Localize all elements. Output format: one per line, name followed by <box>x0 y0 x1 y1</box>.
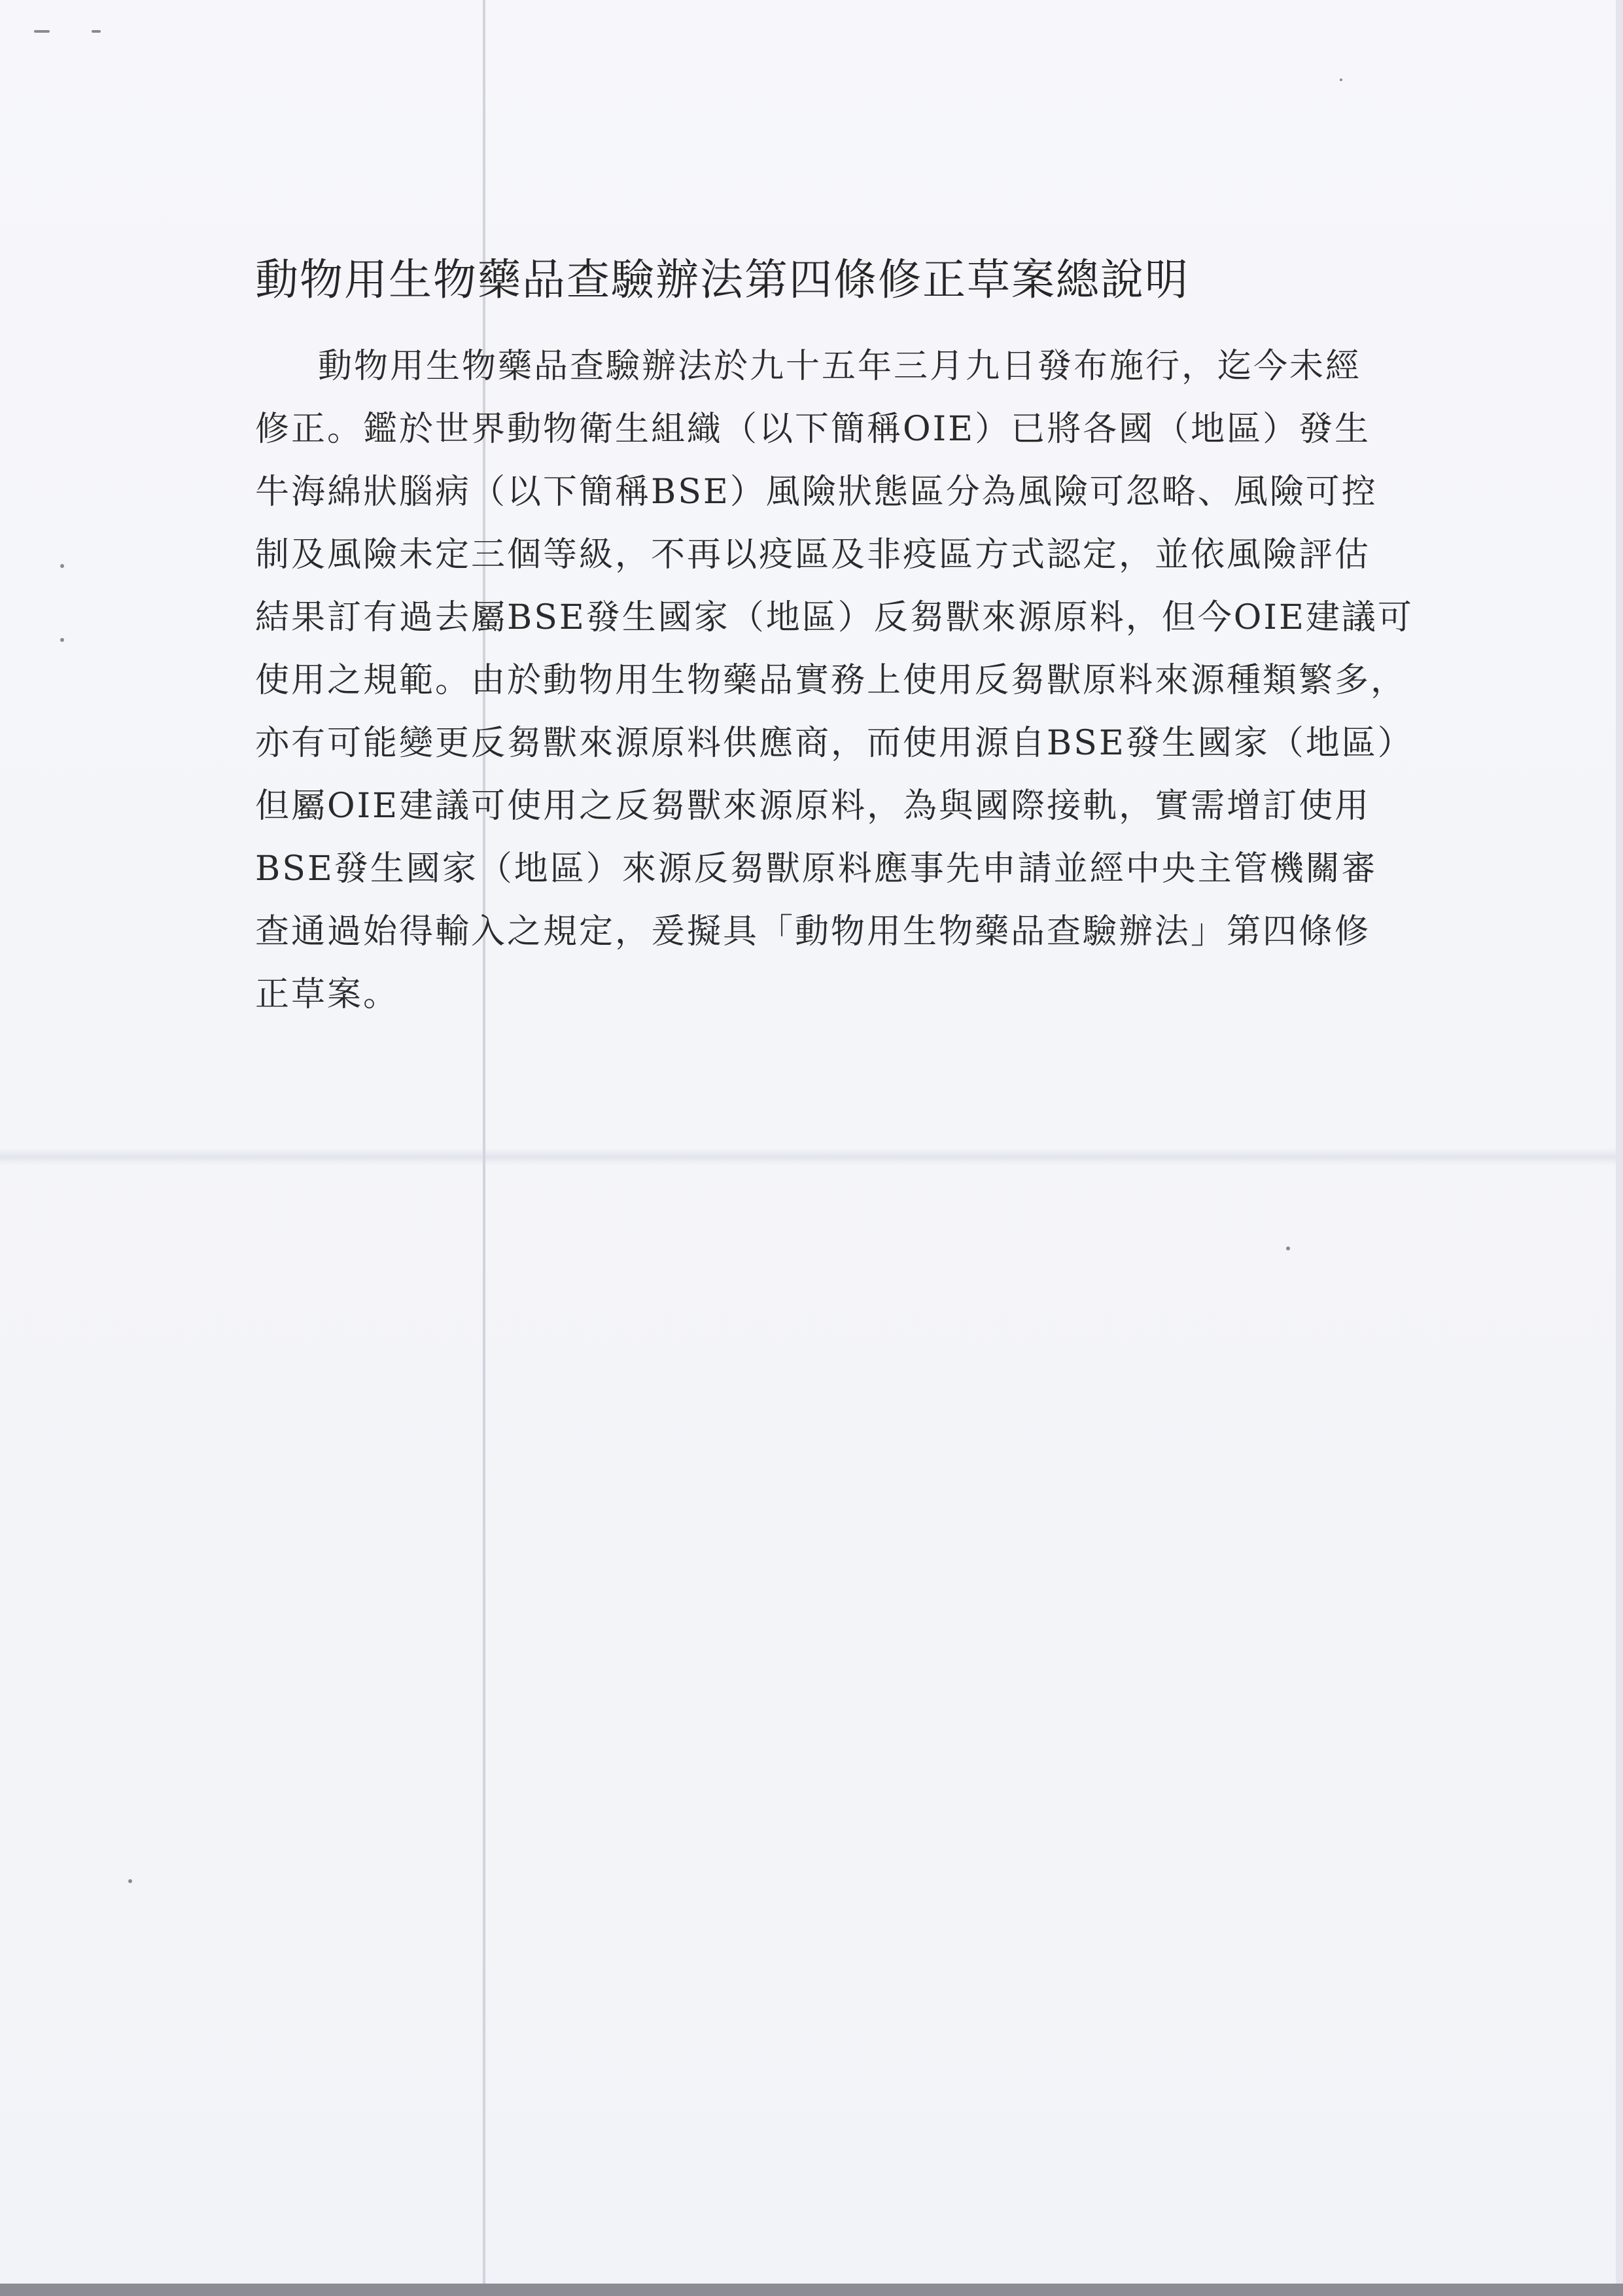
body-line: 修正。鑑於世界動物衛生組織（以下簡稱OIE）已將各國（地區）發生 <box>255 410 1371 449</box>
body-line: 結果訂有過去屬BSE發生國家（地區）反芻獸來源原料，但今OIE建議可 <box>255 598 1414 637</box>
body-line: 正草案。 <box>255 975 400 1014</box>
body-line: 牛海綿狀腦病（以下簡稱BSE）風險狀態區分為風險可忽略、風險可控 <box>255 472 1378 512</box>
scan-speck <box>1286 1246 1290 1250</box>
document-body <box>255 335 1433 1026</box>
document-title: 動物用生物藥品查驗辦法第四條修正草案總說明 <box>255 255 1189 305</box>
scan-speck <box>1340 79 1342 81</box>
scan-speck <box>128 1879 132 1883</box>
body-line: 動物用生物藥品查驗辦法於九十五年三月九日發布施行，迄今未經 <box>318 347 1362 386</box>
body-line: 使用之規範。由於動物用生物藥品實務上使用反芻獸原料來源種類繁多， <box>255 661 1407 700</box>
page-bottom-edge <box>0 2284 1623 2296</box>
paper-crease <box>0 1148 1623 1165</box>
body-line: 制及風險未定三個等級，不再以疫區及非疫區方式認定，並依風險評估 <box>255 535 1371 574</box>
body-line: 查通過始得輸入之規定，爰擬具「動物用生物藥品查驗辦法」第四條修 <box>255 912 1371 951</box>
scan-speck <box>60 564 64 568</box>
scan-mark <box>92 30 101 33</box>
body-line: 亦有可能變更反芻獸來源原料供應商，而使用源自BSE發生國家（地區） <box>255 724 1414 763</box>
body-line: BSE發生國家（地區）來源反芻獸原料應事先申請並經中央主管機關審 <box>255 849 1378 889</box>
page-right-edge <box>1616 0 1623 2296</box>
scan-speck <box>60 638 64 642</box>
body-line: 但屬OIE建議可使用之反芻獸來源原料，為與國際接軌，實需增訂使用 <box>255 786 1371 826</box>
scan-mark <box>34 30 50 33</box>
